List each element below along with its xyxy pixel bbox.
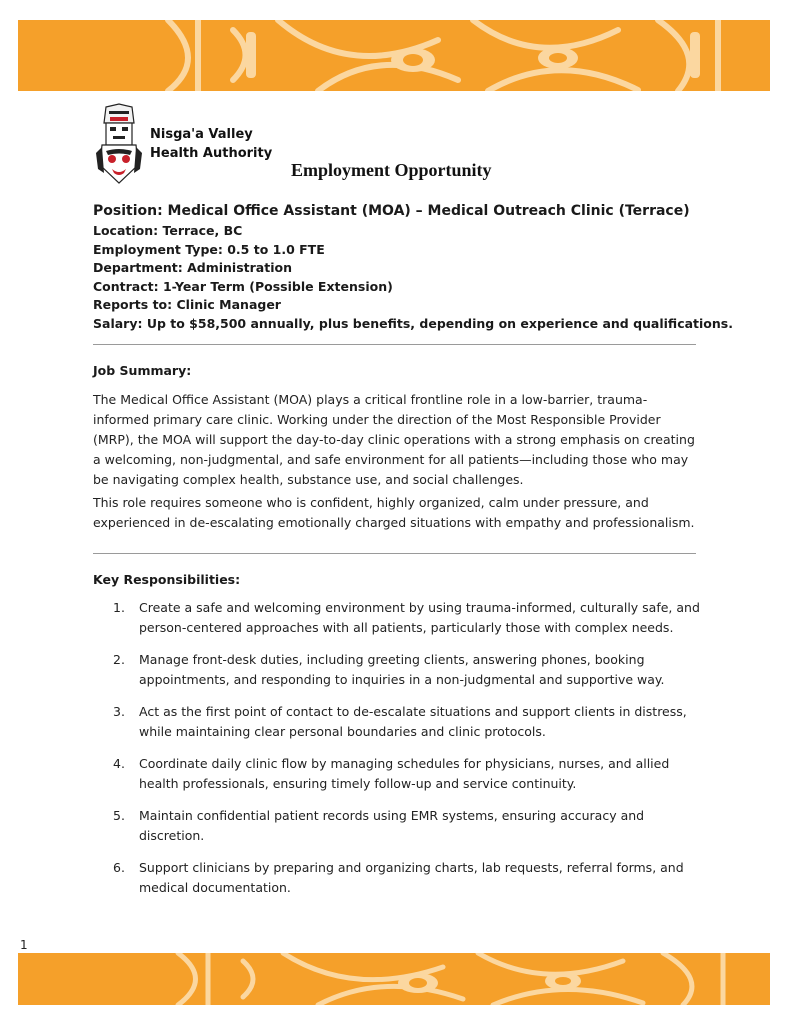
list-item [93, 702, 708, 742]
responsibilities-list [93, 598, 708, 910]
list-item-number: 1. [113, 600, 125, 615]
list-item-text: Support clinicians by preparing and organizing charts, lab requests, referral forms, and medical documentation. [139, 860, 684, 895]
list-item-number: 6. [113, 860, 125, 875]
list-item [93, 858, 708, 898]
list-item [93, 650, 708, 690]
job-summary-paragraph: The Medical Office Assistant (MOA) plays a critical frontline role in a low-barrier, trauma-informed primary care clinic. Working under the direction of the Most Responsible Provider (MRP), the MOA will support the day-to-day clinic operations with a strong emphasis on creating a welcoming, non-judgmental, and safe environment for all patients—including those who may be navigating complex health, substance use, and social challenges. [93, 392, 695, 487]
section-divider [93, 553, 696, 554]
header-formline-banner [18, 20, 770, 91]
contract-line: Contract: 1-Year Term (Possible Extension) [93, 278, 393, 294]
formline-banner-art [18, 953, 770, 1005]
position-details [93, 201, 733, 334]
reports-to-line: Reports to: Clinic Manager [93, 297, 281, 313]
list-item-number: 3. [113, 704, 125, 719]
list-item-text: Maintain confidential patient records using EMR systems, ensuring accuracy and discretion. [139, 808, 645, 843]
job-summary-paragraph: This role requires someone who is confident, highly organized, calm under pressure, and experienced in de-escalating emotionally charged situations with empathy and professionalism. [93, 495, 695, 530]
list-item-text: Coordinate daily clinic flow by managing schedules for physicians, nurses, and allied health professionals, ensuring timely follow-up and service continuity. [139, 756, 670, 791]
employment-type-line: Employment Type: 0.5 to 1.0 FTE [93, 241, 325, 257]
list-item-text: Create a safe and welcoming environment by using trauma-informed, culturally safe, and person-centered approaches with all patients, particularly those with complex needs. [139, 600, 700, 635]
salary-line: Salary: Up to $58,500 annually, plus benefits, depending on experience and qualifications. [93, 315, 733, 331]
list-item-number: 5. [113, 808, 125, 823]
organization-name-line2: Health Authority [150, 146, 273, 161]
section-divider [93, 344, 696, 345]
organization-name-line1: Nisga'a Valley [150, 127, 253, 142]
position-title: Position: Medical Office Assistant (MOA) – Medical Outreach Clinic (Terrace) [93, 203, 690, 219]
list-item [93, 806, 708, 846]
footer-formline-banner [18, 953, 770, 1005]
document-title: Employment Opportunity [291, 160, 492, 180]
key-responsibilities-heading: Key Responsibilities: [93, 572, 241, 587]
nisgaa-logo-icon [94, 103, 144, 185]
page-number: 1 [20, 938, 28, 952]
formline-banner-art [18, 20, 770, 91]
organization-name [150, 125, 272, 163]
list-item-text: Manage front-desk duties, including greeting clients, answering phones, booking appointments, and responding to inquiries in a non-judgmental and supportive way. [139, 652, 665, 687]
list-item [93, 754, 708, 794]
list-item-text: Act as the first point of contact to de-escalate situations and support clients in distress, while maintaining clear personal boundaries and clinic protocols. [139, 704, 687, 739]
location-line: Location: Terrace, BC [93, 223, 243, 238]
department-line: Department: Administration [93, 260, 292, 276]
list-item-number: 4. [113, 756, 125, 771]
job-summary-heading: Job Summary: [93, 363, 192, 378]
list-item [93, 598, 708, 638]
list-item-number: 2. [113, 652, 125, 667]
